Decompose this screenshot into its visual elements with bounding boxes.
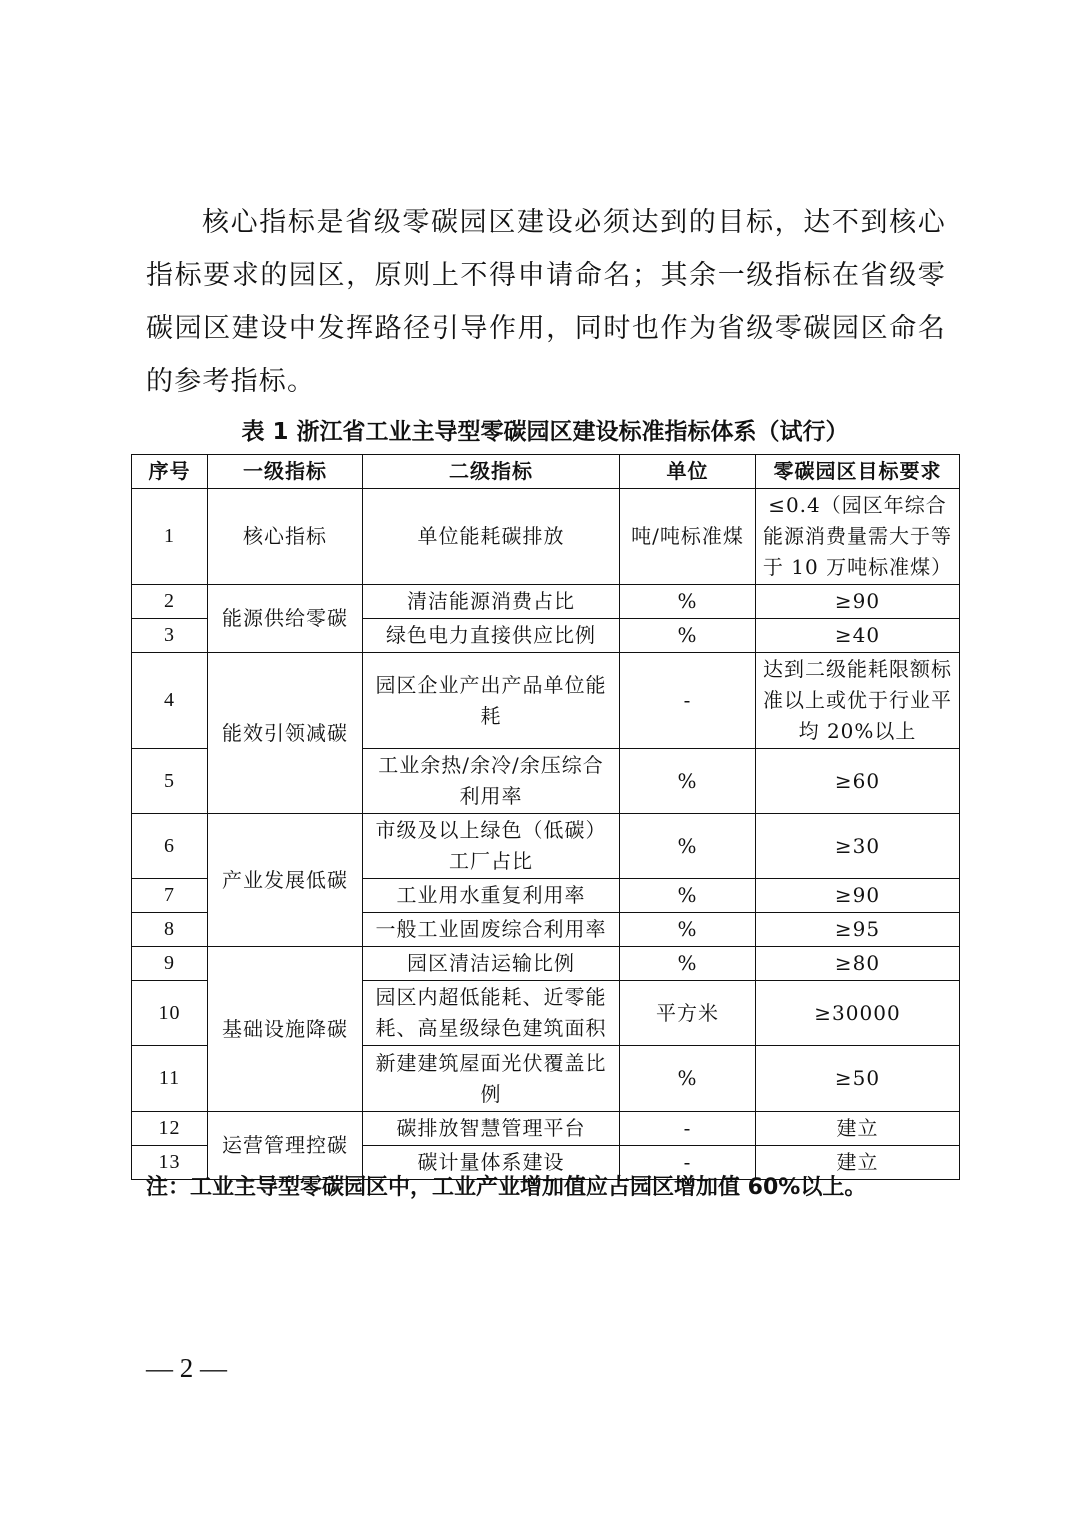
cell-target: ≥80 (756, 947, 960, 981)
table-row (132, 947, 960, 981)
table-row (132, 653, 960, 749)
cell-secondary: 碳计量体系建设 (363, 1146, 620, 1180)
table-note: 注：工业主导型零碳园区中，工业产业增加值应占园区增加值 60%以上。 (146, 1175, 867, 1200)
table-caption: 表 1 浙江省工业主导型零碳园区建设标准指标体系（试行） (241, 419, 849, 445)
cell-primary: 核心指标 (208, 489, 363, 585)
cell-no: 7 (132, 879, 208, 913)
cell-secondary: 单位能耗碳排放 (363, 489, 620, 585)
cell-no: 6 (132, 814, 208, 879)
cell-primary: 运营管理控碳 (208, 1112, 363, 1180)
cell-target: ≥30 (756, 814, 960, 879)
intro-paragraph (146, 196, 946, 408)
header-secondary: 二级指标 (363, 455, 620, 489)
cell-unit: % (620, 619, 756, 653)
intro-text: 核心指标是省级零碳园区建设必须达到的目标，达不到核心指标要求的园区，原则上不得申请命名；其余一级指标在省级零碳园区建设中发挥路径引导作用，同时也作为省级零碳园区命名的参考指标。 (146, 207, 946, 397)
cell-no: 5 (132, 749, 208, 814)
cell-secondary: 园区清洁运输比例 (363, 947, 620, 981)
cell-primary: 产业发展低碳 (208, 814, 363, 947)
cell-primary: 能效引领减碳 (208, 653, 363, 814)
cell-target: 建立 (756, 1112, 960, 1146)
cell-secondary: 市级及以上绿色（低碳）工厂占比 (363, 814, 620, 879)
indicator-table (131, 454, 960, 1180)
cell-secondary: 一般工业固废综合利用率 (363, 913, 620, 947)
cell-unit: % (620, 814, 756, 879)
cell-secondary: 碳排放智慧管理平台 (363, 1112, 620, 1146)
header-target: 零碳园区目标要求 (756, 455, 960, 489)
cell-no: 3 (132, 619, 208, 653)
cell-no: 1 (132, 489, 208, 585)
cell-unit: 平方米 (620, 981, 756, 1046)
cell-unit: % (620, 879, 756, 913)
cell-no: 4 (132, 653, 208, 749)
cell-secondary: 绿色电力直接供应比例 (363, 619, 620, 653)
cell-unit: 吨/吨标准煤 (620, 489, 756, 585)
cell-no: 11 (132, 1046, 208, 1112)
cell-secondary: 清洁能源消费占比 (363, 585, 620, 619)
cell-target: ≥60 (756, 749, 960, 814)
cell-no: 13 (132, 1146, 208, 1180)
cell-unit: % (620, 913, 756, 947)
table-row (132, 1112, 960, 1146)
cell-target: ≥40 (756, 619, 960, 653)
cell-unit: - (620, 1146, 756, 1180)
cell-target: ≥95 (756, 913, 960, 947)
header-no: 序号 (132, 455, 208, 489)
cell-unit: - (620, 1112, 756, 1146)
cell-no: 2 (132, 585, 208, 619)
cell-unit: % (620, 947, 756, 981)
cell-secondary: 新建建筑屋面光伏覆盖比例 (363, 1046, 620, 1112)
cell-target: ≤0.4（园区年综合能源消费量需大于等于 10 万吨标准煤） (756, 489, 960, 585)
page-number: — 2 — (146, 1353, 227, 1383)
cell-target: ≥30000 (756, 981, 960, 1046)
cell-unit: % (620, 749, 756, 814)
table-row (132, 585, 960, 619)
table-header-row (132, 455, 960, 489)
cell-secondary: 工业用水重复利用率 (363, 879, 620, 913)
cell-secondary: 工业余热/余冷/余压综合利用率 (363, 749, 620, 814)
cell-secondary: 园区内超低能耗、近零能耗、高星级绿色建筑面积 (363, 981, 620, 1046)
cell-no: 12 (132, 1112, 208, 1146)
cell-no: 10 (132, 981, 208, 1046)
cell-primary: 基础设施降碳 (208, 947, 363, 1112)
cell-unit: - (620, 653, 756, 749)
cell-target: 建立 (756, 1146, 960, 1180)
cell-primary: 能源供给零碳 (208, 585, 363, 653)
header-unit: 单位 (620, 455, 756, 489)
cell-target: ≥50 (756, 1046, 960, 1112)
cell-no: 8 (132, 913, 208, 947)
cell-unit: % (620, 1046, 756, 1112)
header-primary: 一级指标 (208, 455, 363, 489)
cell-target: ≥90 (756, 879, 960, 913)
table-row (132, 489, 960, 585)
cell-target: ≥90 (756, 585, 960, 619)
cell-unit: % (620, 585, 756, 619)
cell-no: 9 (132, 947, 208, 981)
cell-target: 达到二级能耗限额标准以上或优于行业平均 20%以上 (756, 653, 960, 749)
cell-secondary: 园区企业产出产品单位能耗 (363, 653, 620, 749)
table-row (132, 814, 960, 879)
